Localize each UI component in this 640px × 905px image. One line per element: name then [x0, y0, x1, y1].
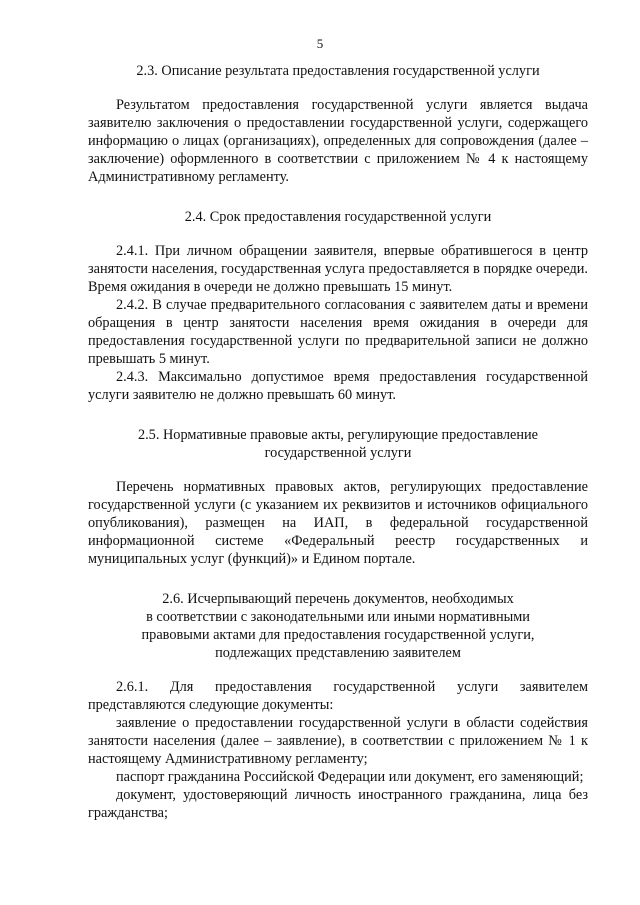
document-body [88, 62, 588, 822]
section-heading-2-5-line-1: 2.5. Нормативные правовые акты, регулирующие предоставление [137, 427, 539, 443]
section-heading-2-4: 2.4. Срок предоставления государственной услуги [184, 209, 492, 225]
paragraph-2-4-2: 2.4.2. В случае предварительного согласования с заявителем даты и времени обращения в центр занятости населения время ожидания в очереди для предоставления государственной услуги по предварительной записи не должно превышать 5 минут. [88, 297, 588, 367]
paragraph-application: заявление о предоставлении государственной услуги в области содействия занятости населения (далее – заявление), в соответствии с приложением № 1 к настоящему Административному регламенту; [88, 715, 588, 767]
section-heading-2-3: 2.3. Описание результата предоставления государственной услуги [136, 63, 540, 79]
paragraph-2-4-3: 2.4.3. Максимально допустимое время предоставления государственной услуги заявителю не должно превышать 60 минут. [88, 369, 588, 403]
paragraph-foreign-id: документ, удостоверяющий личность иностранного гражданина, лица без гражданства; [88, 787, 588, 821]
section-heading-2-6-line-4: подлежащих представлению заявителем [215, 645, 461, 661]
paragraph-2-6-1: 2.6.1. Для предоставления государственной услуги заявителем представляются следующие документы: [88, 679, 588, 713]
page-number: 5 [316, 36, 324, 51]
section-heading-2-5-line-2: государственной услуги [264, 445, 412, 461]
section-heading-2-6-line-3: правовыми актами для предоставления государственной услуги, [141, 627, 535, 643]
section-heading-2-6-line-1: 2.6. Исчерпывающий перечень документов, необходимых [162, 591, 514, 607]
paragraph-passport: паспорт гражданина Российской Федерации или документ, его заменяющий; [116, 769, 584, 785]
paragraph-legal-acts: Перечень нормативных правовых актов, регулирующих предоставление государственной услуги (с указанием их реквизитов и источников официального опубликования), размещен на ИАП, в федеральной государственной информационной системе «Федеральный реестр государственных и муниципальных услуг (функций)» и Едином портале. [88, 479, 588, 567]
paragraph-2-4-1: 2.4.1. При личном обращении заявителя, впервые обратившегося в центр занятости населения, государственная услуга предоставляется в порядке очереди. Время ожидания в очереди не должно превышать 15 минут. [88, 243, 588, 295]
section-heading-2-6-line-2: в соответствии с законодательными или иными нормативными [146, 609, 530, 625]
paragraph-result: Результатом предоставления государственной услуги является выдача заявителю заключения о предоставлении государственной услуги, содержащего информацию о лицах (организациях), определенных для сопровождения (далее – заключение) оформленного в соответствии с приложением № 4 к настоящему Административному регламенту. [88, 97, 588, 185]
